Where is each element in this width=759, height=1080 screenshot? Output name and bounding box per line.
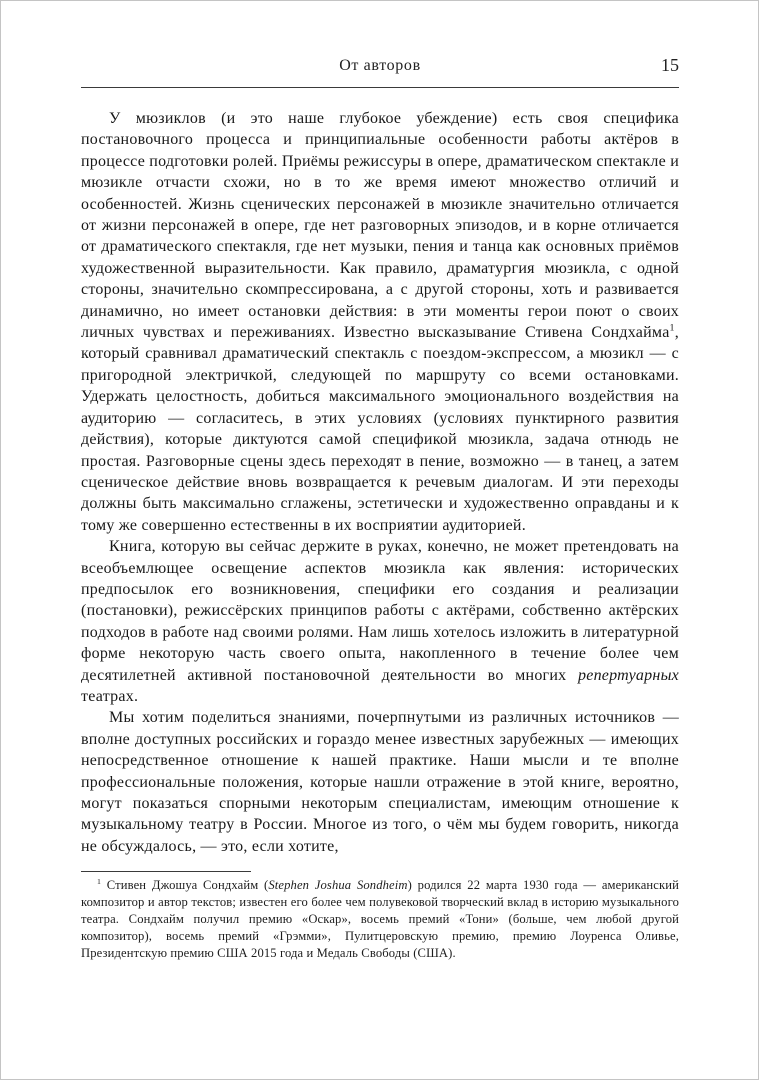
- page-body: [81, 108, 679, 857]
- text-run: ) родился 22 марта 1930 года — американский композитор и автор текстов; известен его более чем полувековой творческий вклад в историю музыкального театра. Сондхайм получил премию «Оскар», восемь премий «Тони» (больше, чем любой другой композитор), восемь премий «Грэмми», Пулитцеровскую премию, премию Лоуренса Оливье, Президентскую премию США 2015 года и Медаль Свободы (США).: [81, 878, 679, 960]
- paragraph: [81, 108, 679, 536]
- header-title: От авторов: [339, 57, 421, 74]
- text-run: У мюзиклов (и это наше глубокое убеждение) есть своя специфика постановочного процесса и принципиальные особенности работы актёров в процессе подготовки ролей. Приёмы режиссуры в опере, драматическом спектакле и мюзикле отчасти схожи, но в то же время имеют множество отличий и особенностей. Жизнь сценических персонажей в мюзикле значительно отличается от жизни персонажей в опере, где нет разговорных эпизодов, и в корне отличается от драматического спектакля, где нет музыки, пения и танца как основных приёмов художественной выразительности. Как правило, драматургия мюзикла, с одной стороны, значительно скомпрессирована, а с другой стороны, хоть и развивается динамично, но имеет остановки действия: в эти моменты герои поют о своих личных чувствах и переживаниях. Известно высказывание Стивена Сондхайма: [81, 110, 679, 342]
- text-run: театрах.: [81, 687, 139, 705]
- footnote-marker: 1: [97, 877, 102, 887]
- footnote-rule: [81, 871, 251, 872]
- footnote-text: [81, 877, 679, 962]
- paragraph: [81, 707, 679, 857]
- header-rule: [81, 87, 679, 88]
- text-run: Мы хотим поделиться знаниями, почерпнутыми из различных источников — вполне доступных российских и гораздо менее известных зарубежных — имеющих непосредственное отношение к нашей практике. Наши мысли и те вполне профессиональные положения, которые нашли отражение в этой книге, вероятно, могут показаться спорными некоторым специалистам, имеющим отношение к музыкальному театру в России. Многое из того, о чём мы будем говорить, никогда не обсуждалось, — это, если хотите,: [81, 709, 679, 855]
- text-run: , который сравнивал драматический спектакль с поездом-экспрессом, а мюзикл — с пригородной электричкой, следующей по маршруту со всеми остановками. Удержать целостность, добиться максимального эмоционального воздействия на аудиторию — согласитесь, в этих условиях (условиях пунктирного развития действия), которые диктуются самой спецификой мюзикла, задача отнюдь не простая. Разговорные сцены здесь переходят в пение, возможно — в танец, а затем сценическое действие вновь возвращается к речевым диалогам. И эти переходы должны быть максимально сглажены, эстетически и художественно оправданы и к тому же совершенно естественны в их восприятии аудиторией.: [81, 324, 679, 534]
- text-run: Stephen Joshua Sondheim: [268, 878, 408, 893]
- text-run: Стивен Джошуа Сондхайм (: [101, 878, 269, 893]
- text-run: Книга, которую вы сейчас держите в руках, конечно, не может претендовать на всеобъемлющее освещение аспектов мюзикла как явления: исторических предпосылок его возникновения, специфики его создания и реализации (постановки), режиссёрских принципов работы с актёрами, собственно актёрских подходов в работе над своими ролями. Нам лишь хотелось изложить в литературной форме некоторую часть своего опыта, накопленного в течение более чем десятилетней активной постановочной деятельности во многих: [81, 538, 679, 684]
- text-run: репертуарных: [577, 666, 679, 684]
- footnote-block: [81, 871, 679, 962]
- page-number: 15: [661, 55, 679, 75]
- paragraph: [81, 536, 679, 707]
- footnote-marker: 1: [669, 322, 675, 334]
- running-header: [81, 57, 679, 81]
